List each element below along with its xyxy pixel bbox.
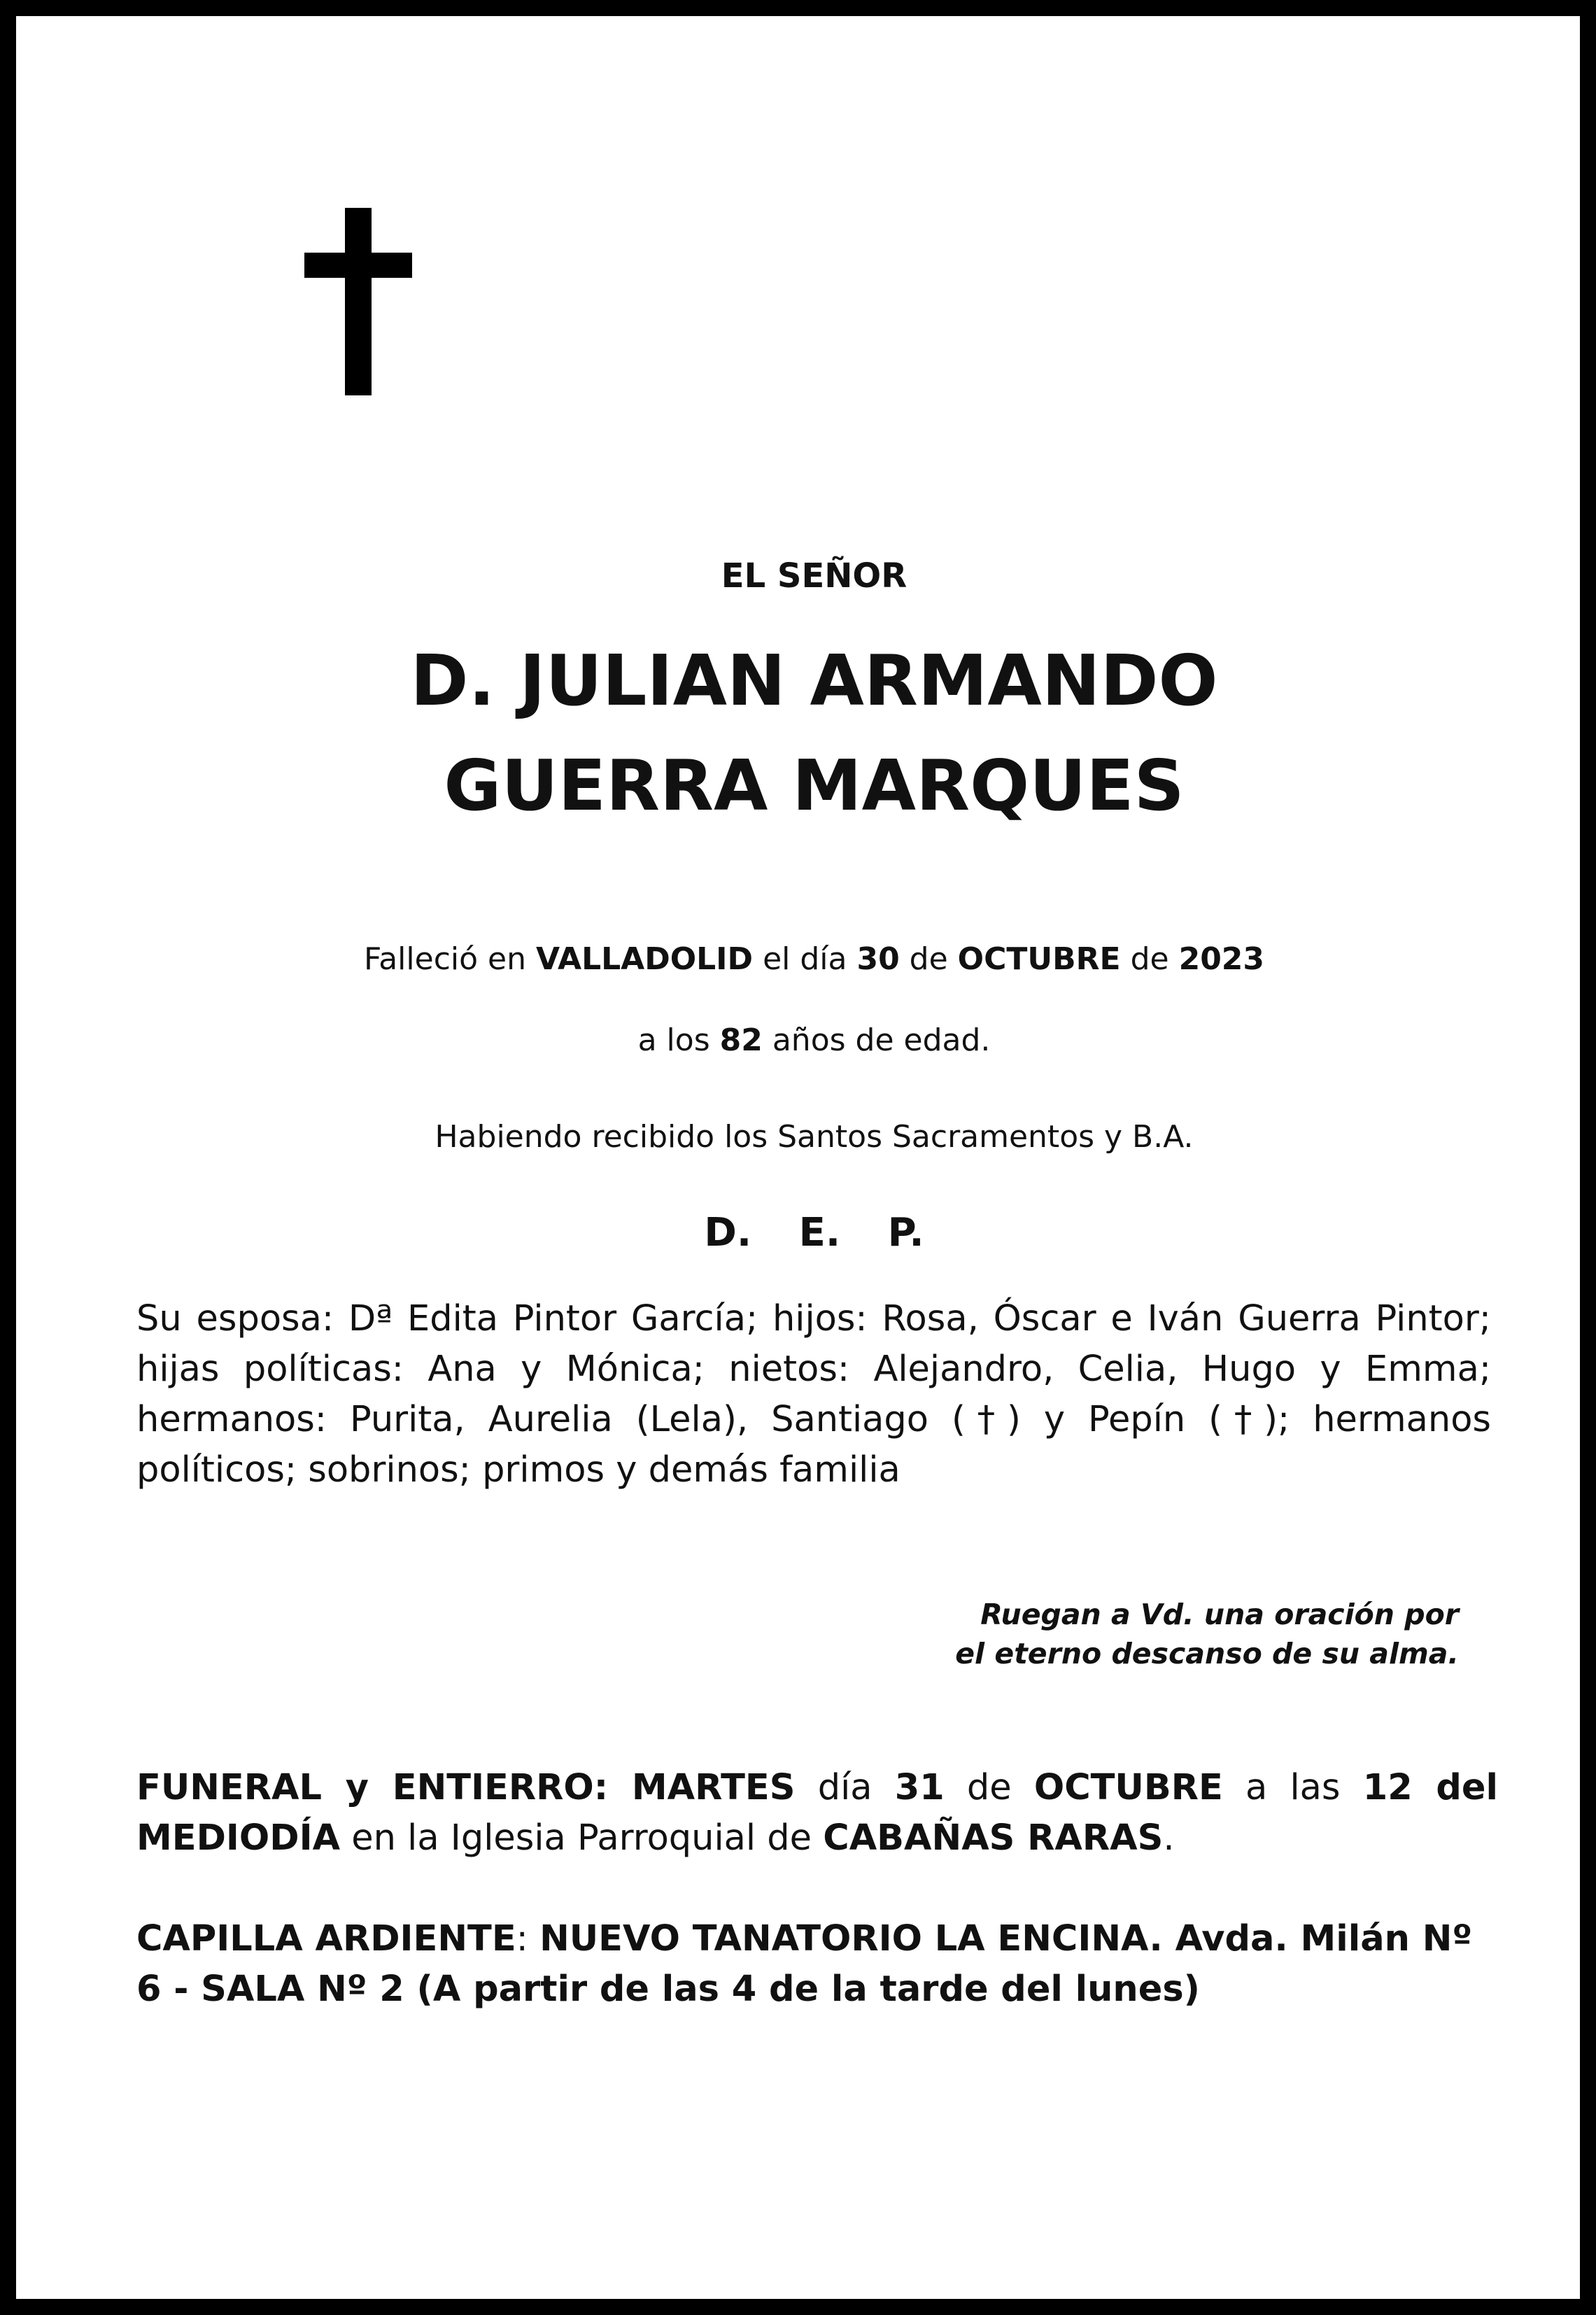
honorific-title: EL SEÑOR [721,556,908,596]
death-month: OCTUBRE [957,941,1121,977]
sacraments-line: Habiendo recibido los Santos Sacramentos y B.A. [435,1119,1194,1155]
dep-line: D. E. P. [704,1210,924,1255]
prayer-line2: el eterno descanso de su alma. [955,1637,1459,1670]
death-city: VALLADOLID [535,941,754,977]
prayer-line1: Ruegan a Vd. una oración por [980,1598,1459,1631]
prayer-request [955,1595,1459,1673]
death-day: 30 [856,941,900,977]
funeral-details: FUNERAL y ENTIERRO: MARTES día 31 de OCTUBRE a las 12 del MEDIODÍA en la Iglesia Parroquial de CABAÑAS RARAS. [136,1767,1499,1859]
cross-icon [304,208,412,395]
family-paragraph: Su esposa: Dª Edita Pintor García; hijos: Rosa, Óscar e Iván Guerra Pintor; hijas políticas: Ana y Mónica; nietos: Alejandro, Celia, Hugo y Emma; hermanos: Purita, Aurelia (Lela), Santiago (†) y Pepín (†); hermanos políticos; sobrinos; primos y demás familia [136,1298,1491,1491]
death-details: Falleció en VALLADOLID el día 30 de OCTUBRE de 2023 [363,941,1265,977]
chapel-details: CAPILLA ARDIENTE: NUEVO TANATORIO LA ENCINA. Avda. Milán Nº 6 - SALA Nº 2 (A partir de las 4 de la tarde del lunes) [136,1918,1473,2010]
deceased-name-line1: D. JULIAN ARMANDO [410,640,1218,722]
age-value: 82 [719,1022,763,1058]
death-year: 2023 [1178,941,1265,977]
deceased-name-line2: GUERRA MARQUES [444,745,1185,826]
age-line: a los 82 años de edad. [637,1022,991,1058]
